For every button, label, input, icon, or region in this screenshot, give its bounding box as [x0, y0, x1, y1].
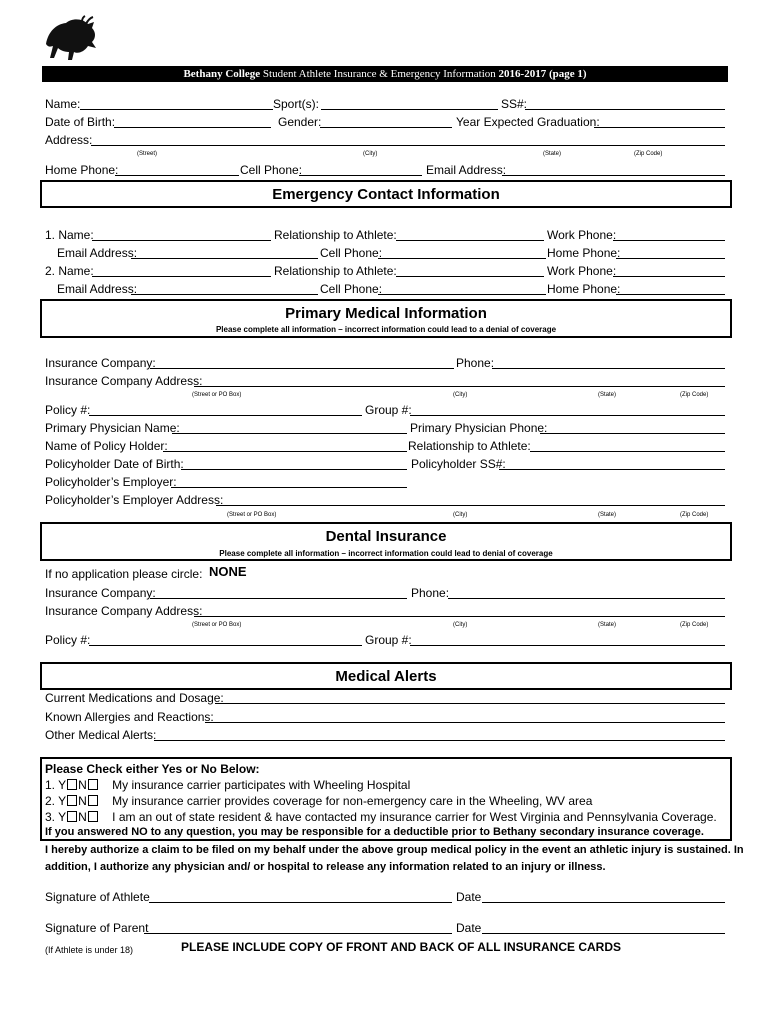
physician-phone-label: Primary Physician Phone: [410, 421, 548, 435]
check-row-3 [45, 810, 717, 824]
cell-phone-label: Cell Phone: [240, 163, 303, 177]
allergies-label: Known Allergies and Reactions: [45, 710, 214, 724]
dental-company-label: Insurance Company: [45, 586, 156, 600]
dental-phone-field[interactable] [448, 598, 725, 599]
check-3-no-box[interactable] [88, 811, 98, 822]
ec1-name-field[interactable] [92, 240, 271, 241]
dental-address-label: Insurance Company Address: [45, 604, 203, 618]
check-3-text: I am an out of state resident & have contacted my insurance carrier for West Virginia and Pennsylvania Coverage. [112, 810, 717, 824]
ec1-email-field[interactable] [131, 258, 318, 259]
dental-group-field[interactable] [410, 645, 725, 646]
year-grad-field[interactable] [594, 127, 725, 128]
alerts-section-header [40, 662, 732, 690]
check-3-yes-label: 3. Y [45, 810, 67, 824]
check-row-1 [45, 778, 410, 792]
emergency-section-header [40, 180, 732, 208]
athlete-signature-field[interactable] [149, 902, 452, 903]
ins-address-field[interactable] [194, 386, 725, 387]
checklist-title: Please Check either Yes or No Below: [45, 762, 260, 776]
holder-dob-label: Policyholder Date of Birth: [45, 457, 184, 471]
checklist-warning: If you answered NO to any question, you may be responsible for a deductible prior to Bethany secondary insurance coverage. [45, 826, 704, 838]
header-college: Bethany College [183, 68, 261, 80]
ec2-home-label: Home Phone: [547, 282, 621, 296]
email-label: Email Address: [426, 163, 507, 177]
name-label: Name: [45, 97, 81, 111]
emp-zip-caption: (Zip Code) [680, 512, 709, 518]
home-phone-label: Home Phone: [45, 163, 119, 177]
email-field[interactable] [502, 175, 725, 176]
parent-date-label: Date [456, 921, 482, 935]
dental-city-caption: (City) [453, 622, 468, 628]
ss-label: SS#: [501, 97, 528, 111]
ins-phone-label: Phone: [456, 356, 495, 370]
ins-zip-caption: (Zip Code) [680, 392, 709, 398]
dental-group-label: Group #: [365, 633, 412, 647]
under-18-note: (If Athlete is under 18) [45, 945, 134, 955]
ec1-relationship-label: Relationship to Athlete: [274, 228, 397, 242]
check-row-2 [45, 794, 592, 808]
state-caption: (State) [543, 151, 562, 157]
other-alerts-field[interactable] [154, 740, 725, 741]
ec1-relationship-field[interactable] [396, 240, 544, 241]
ec1-work-phone-field[interactable] [613, 240, 725, 241]
ec2-cell-field[interactable] [378, 294, 546, 295]
ec1-work-phone-label: Work Phone: [547, 228, 617, 242]
check-2-yes-box[interactable] [67, 795, 77, 806]
athlete-date-field[interactable] [482, 902, 725, 903]
primary-heading: Primary Medical Information [285, 305, 487, 322]
check-1-text: My insurance carrier participates with Wheeling Hospital [112, 778, 411, 792]
employer-field[interactable] [171, 487, 407, 488]
ec1-email-label: Email Address: [57, 246, 138, 260]
ins-phone-field[interactable] [492, 368, 725, 369]
employer-address-label: Policyholder’s Employer Address: [45, 493, 224, 507]
parent-signature-field[interactable] [144, 933, 452, 934]
dental-state-caption: (State) [598, 622, 617, 628]
year-grad-label: Year Expected Graduation: [456, 115, 600, 129]
group-label: Group #: [365, 403, 412, 417]
ec2-name-field[interactable] [92, 276, 271, 277]
ins-address-label: Insurance Company Address: [45, 374, 203, 388]
check-2-text: My insurance carrier provides coverage for non-emergency care in the Wheeling, WV area [112, 794, 593, 808]
holder-ss-field[interactable] [499, 469, 725, 470]
medications-label: Current Medications and Dosage: [45, 691, 224, 705]
ec2-work-phone-field[interactable] [613, 276, 725, 277]
medications-field[interactable] [215, 703, 725, 704]
authorize-line-2: addition, I authorize any physician and/ or hospital to release any information related to an injury or illness. [45, 861, 606, 873]
check-1-yes-label: 1. Y [45, 778, 67, 792]
ec2-cell-label: Cell Phone: [320, 282, 383, 296]
check-1-yes-box[interactable] [67, 779, 77, 790]
ec2-relationship-field[interactable] [396, 276, 544, 277]
name-field[interactable] [80, 109, 273, 110]
alerts-heading: Medical Alerts [335, 668, 437, 685]
check-2-yes-label: 2. Y [45, 794, 67, 808]
dental-phone-label: Phone: [411, 586, 450, 600]
ec2-name-label: 2. Name: [45, 264, 94, 278]
physician-name-field[interactable] [172, 433, 407, 434]
check-3-no-label: N [78, 810, 87, 824]
none-option[interactable]: NONE [209, 564, 247, 579]
sports-field[interactable] [321, 109, 498, 110]
ec1-home-field[interactable] [616, 258, 725, 259]
header-title: Student Athlete Insurance & Emergency Information [260, 68, 499, 80]
holder-ss-label: Policyholder SS#: [411, 457, 506, 471]
no-application-label: If no application please circle: [45, 567, 203, 581]
dental-heading: Dental Insurance [325, 528, 447, 545]
dental-note: Please complete all information – incorrect information could lead to denial of coverage [219, 549, 553, 558]
primary-section-header [40, 299, 732, 338]
gender-field[interactable] [320, 127, 452, 128]
ins-state-caption: (State) [598, 392, 617, 398]
parent-signature-label: Signature of Parent [45, 921, 149, 935]
dental-policy-field[interactable] [89, 645, 362, 646]
ins-company-label: Insurance Company: [45, 356, 156, 370]
dental-company-field[interactable] [150, 598, 407, 599]
athlete-date-label: Date [456, 890, 482, 904]
sports-label: Sport(s): [273, 97, 320, 111]
check-1-no-label: N [78, 778, 87, 792]
header-year: 2016-2017 (page 1) [498, 68, 587, 80]
home-phone-field[interactable] [115, 175, 239, 176]
address-label: Address: [45, 133, 93, 147]
athlete-signature-label: Signature of Athlete [45, 890, 150, 904]
employer-label: Policyholder’s Employer: [45, 475, 177, 489]
check-2-no-label: N [78, 794, 87, 808]
physician-phone-field[interactable] [540, 433, 725, 434]
employer-address-field[interactable] [216, 505, 725, 506]
emp-city-caption: (City) [453, 512, 468, 518]
holder-name-field[interactable] [163, 451, 407, 452]
ec1-home-label: Home Phone: [547, 246, 621, 260]
emergency-heading: Emergency Contact Information [272, 186, 500, 203]
authorize-line-1: I hereby authorize a claim to be filed on my behalf under the above group medical policy in the event an athletic injury is sustained. In [45, 844, 744, 856]
street-caption: (Street) [137, 151, 158, 157]
dental-street-caption: (Street or PO Box) [192, 622, 242, 628]
dental-address-field[interactable] [194, 616, 725, 617]
check-2-no-box[interactable] [88, 795, 98, 806]
bison-logo-icon [42, 14, 98, 64]
ec2-home-field[interactable] [616, 294, 725, 295]
policy-field[interactable] [89, 415, 362, 416]
ec2-email-label: Email Address: [57, 282, 138, 296]
header-bar [42, 66, 728, 82]
dob-field[interactable] [114, 127, 271, 128]
ec1-cell-label: Cell Phone: [320, 246, 383, 260]
address-field[interactable] [91, 145, 725, 146]
other-alerts-label: Other Medical Alerts: [45, 728, 157, 742]
dob-label: Date of Birth: [45, 115, 116, 129]
primary-note: Please complete all information – incorrect information could lead to a denial of coverage [215, 325, 557, 334]
check-3-yes-box[interactable] [67, 811, 77, 822]
group-field[interactable] [410, 415, 725, 416]
physician-name-label: Primary Physician Name: [45, 421, 180, 435]
holder-dob-field[interactable] [181, 469, 407, 470]
holder-relationship-field[interactable] [530, 451, 725, 452]
ss-field[interactable] [525, 109, 725, 110]
ec1-name-label: 1. Name: [45, 228, 94, 242]
ins-street-caption: (Street or PO Box) [192, 392, 242, 398]
include-cards-note: PLEASE INCLUDE COPY OF FRONT AND BACK OF ALL INSURANCE CARDS [181, 940, 622, 954]
policy-label: Policy #: [45, 403, 91, 417]
check-1-no-box[interactable] [88, 779, 98, 790]
dental-zip-caption: (Zip Code) [680, 622, 709, 628]
ec1-cell-field[interactable] [378, 258, 546, 259]
emp-state-caption: (State) [598, 512, 617, 518]
ins-company-field[interactable] [150, 368, 454, 369]
dental-policy-label: Policy #: [45, 633, 91, 647]
ec2-email-field[interactable] [131, 294, 318, 295]
parent-date-field[interactable] [482, 933, 725, 934]
holder-relationship-label: Relationship to Athlete: [408, 439, 531, 453]
holder-name-label: Name of Policy Holder: [45, 439, 168, 453]
city-caption: (City) [363, 151, 378, 157]
emp-street-caption: (Street or PO Box) [227, 512, 277, 518]
cell-phone-field[interactable] [299, 175, 422, 176]
zip-caption: (Zip Code) [634, 151, 663, 157]
gender-label: Gender: [278, 115, 322, 129]
ins-city-caption: (City) [453, 392, 468, 398]
allergies-field[interactable] [205, 722, 725, 723]
ec2-work-phone-label: Work Phone: [547, 264, 617, 278]
dental-section-header [40, 522, 732, 561]
ec2-relationship-label: Relationship to Athlete: [274, 264, 397, 278]
